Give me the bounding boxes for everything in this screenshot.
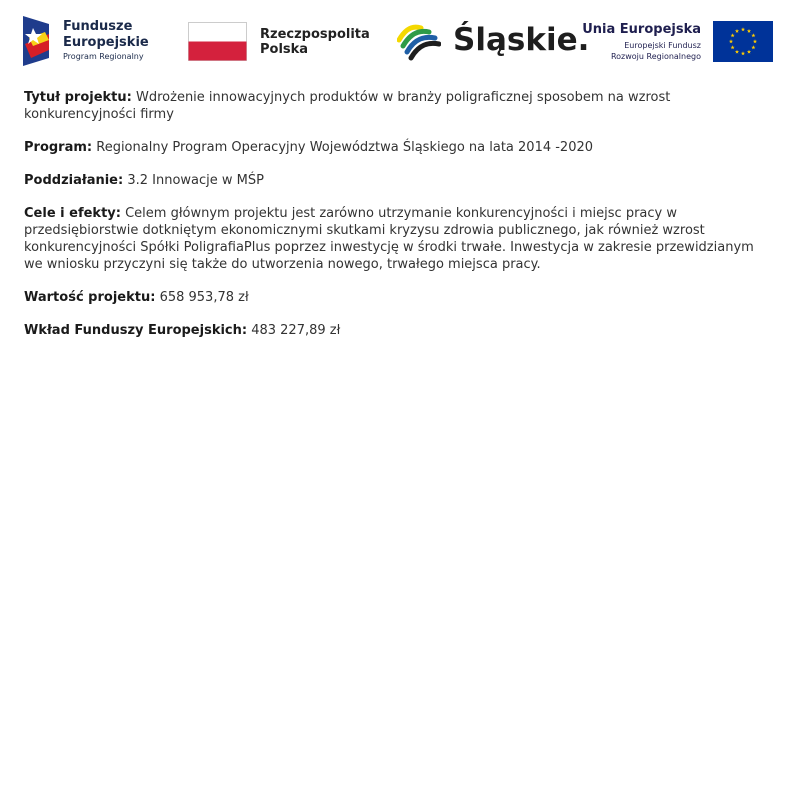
subaction-label: Poddziałanie: bbox=[24, 173, 124, 188]
eu-contribution-amount: 483 227,89 zł bbox=[251, 323, 341, 338]
project-info bbox=[24, 89, 776, 355]
eu-contribution-label: Wkład Funduszy Europejskich: bbox=[24, 323, 248, 338]
project-title-row bbox=[24, 89, 776, 123]
subaction-row bbox=[24, 172, 776, 189]
program-label: Program: bbox=[24, 140, 93, 155]
unia-logo-line2: Europejski Fundusz bbox=[624, 41, 701, 50]
program-value: Regionalny Program Operacyjny Województwa Śląskiego na lata 2014 -2020 bbox=[96, 140, 594, 155]
project-title-label: Tytuł projektu: bbox=[24, 90, 132, 105]
eu-flag-icon bbox=[713, 21, 773, 62]
project-value-amount: 658 953,78 zł bbox=[159, 290, 249, 305]
program-row bbox=[24, 139, 776, 156]
project-value-label: Wartość projektu: bbox=[24, 290, 156, 305]
project-value-row bbox=[24, 289, 776, 306]
fundusze-logo-line2: Europejskie bbox=[63, 35, 149, 50]
eu-contribution-row bbox=[24, 322, 776, 339]
goals-label: Cele i efekty: bbox=[24, 206, 121, 221]
slaskie-logo-text: Śląskie. bbox=[453, 22, 590, 58]
fundusze-europejskie-logo-icon bbox=[23, 14, 53, 68]
polish-flag-icon bbox=[188, 22, 247, 61]
goals-value: Celem głównym projektu jest zarówno utrzymanie konkurencyjności i miejsc pracy w przedsiębiorstwie dotkniętym ekonomicznymi skutkami kryzysu zdrowia publicznego, jak również wzrost konkurencyjności Spółki PoligrafiaPlus poprzez inwestycję w środki trwałe. Inwestycja w zakresie przewidzianym we wniosku przyczyni się także do utworzenia nowego, trwałego miejsca pracy. bbox=[24, 206, 754, 272]
funding-logos-bar bbox=[0, 0, 800, 80]
project-title-value: Wdrożenie innowacyjnych produktów w branży poligraficznej sposobem na wzrost konkurencyjności firmy bbox=[24, 90, 671, 122]
polska-logo-line1: Rzeczpospolita bbox=[260, 27, 370, 42]
fundusze-logo-line3: Program Regionalny bbox=[63, 52, 144, 61]
polska-logo-line2: Polska bbox=[260, 42, 309, 57]
goals-row bbox=[24, 205, 776, 273]
unia-logo-line3: Rozwoju Regionalnego bbox=[610, 52, 701, 61]
subaction-value: 3.2 Innowacje w MŚP bbox=[127, 173, 264, 188]
slaskie-waves-icon bbox=[397, 22, 441, 62]
unia-logo-line1: Unia Europejska bbox=[582, 22, 701, 37]
fundusze-logo-line1: Fundusze bbox=[63, 19, 133, 34]
